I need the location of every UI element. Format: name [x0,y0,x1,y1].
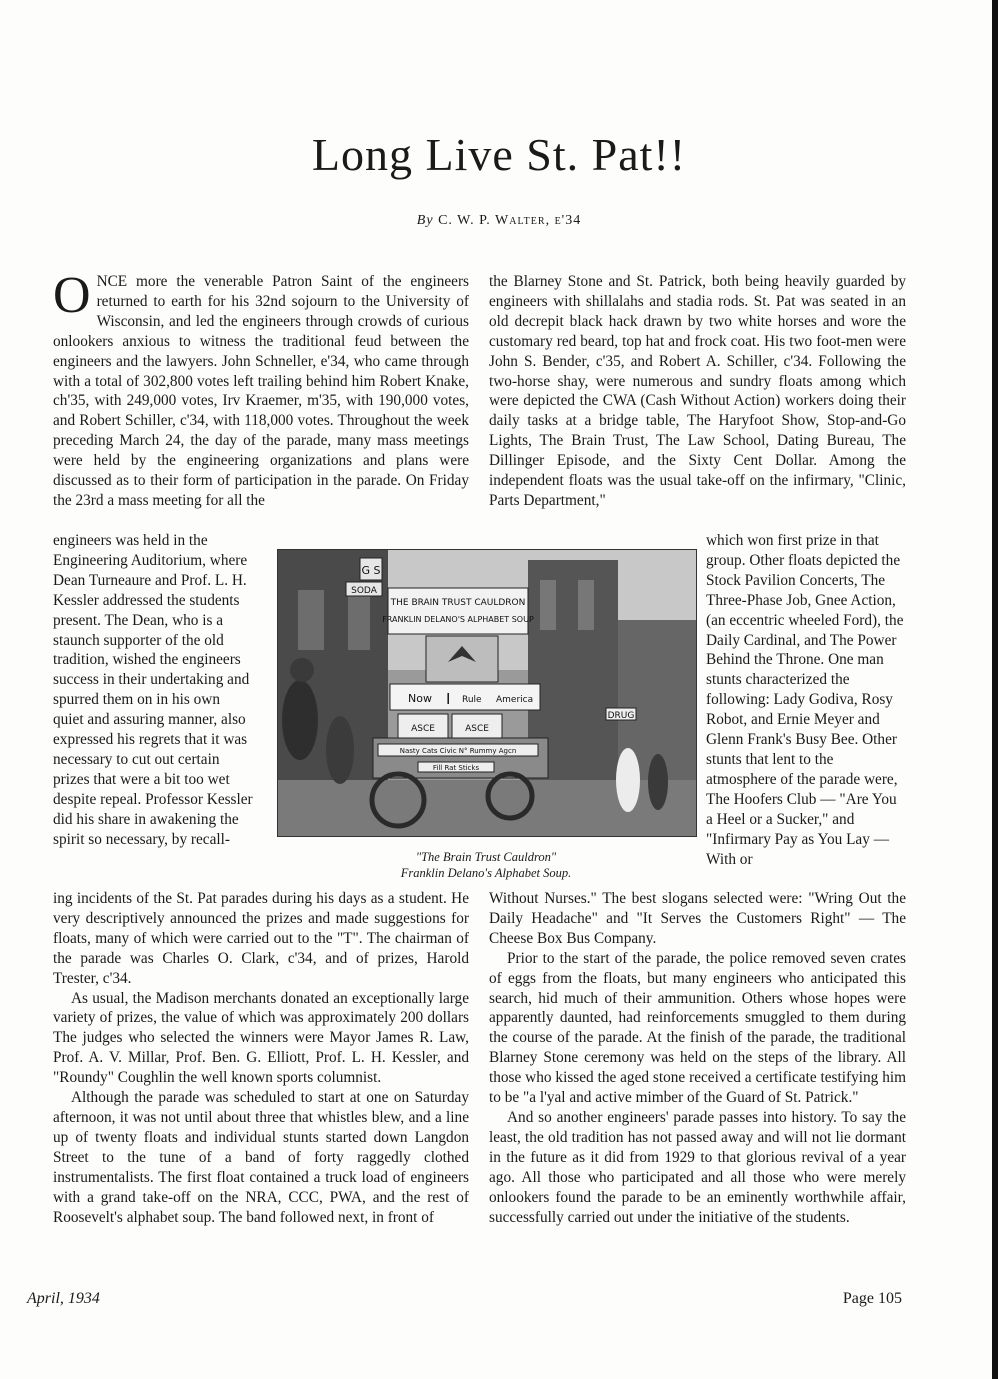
byline-prefix: By [416,213,434,228]
column-right-bottom [489,889,906,1227]
drop-cap: O [53,267,91,324]
column-right-top [489,272,906,511]
paragraph-3: Although the parade was scheduled to start at one on Saturday afternoon, it was not until about three that whistles blew, and a line up of twenty floats and individual stunts started down Langdon Street to the tune of a band of forty raggedly clothed instrumentalists. The first float contained a truck load of engineers with a grand take-off on the NRA, CCC, PWA, and the rest of Roosevelt's alphabet soup. The band followed next, in front of [53,1089,469,1226]
article-title: Long Live St. Pat!! [311,129,687,180]
paragraph-4: Prior to the start of the parade, the police removed seven crates of eggs from the floats, but many engineers who anticipated this search, hid much of their ammunition. Others whose hopes were apparently daunted, had reinforcements smuggled to them during the course of the parade. At the finish of the parade, the traditional Blarney Stone ceremony was held on the steps of the library. All those who kissed the aged stone received a certificate testifying him to be "a l'yal and active mimber of the Guard of St. Patrick." [489,949,906,1107]
page-number: Page 105 [842,1290,902,1307]
photo-caption [277,849,695,881]
soda-sign-top: G S [361,564,381,577]
paragraph-3-wrap: which won first prize in that group. Other floats depicted the Stock Pavilion Concerts, The Three-Phase Job, Gnee Action, (an eccentric wheeled Ford), the Daily Cardinal, and The Power Behind the Throne. One man stunts characterized the following: Lady Godiva, Rosy Robot, and Ernie Meyer and Glenn Frank's Busy Bee. Other stunts that lent to the atmosphere of the parade were, The Hoofers Club — "Are You a Heel or a Sucker," and "Infirmary Pay as You Lay — With or [706,532,904,868]
drug-sign: DRUG [607,711,635,721]
banner-line-2: FRANKLIN DELANO'S ALPHABET SOUP [382,615,534,624]
paragraph-1-bottom: ing incidents of the St. Pat parades during his days as a student. He very descriptively announced the prizes and made suggestions for floats, many of which were carried out to the "T". The chairman of the parade was Charles O. Clark, c'34, and of prizes, Harold Trester, c'34. [53,890,469,987]
asce-right: ASCE [465,724,489,734]
parade-photo-illustration [278,550,696,836]
nira-i: I [446,690,451,708]
lead-caps: NCE [96,273,128,290]
column-left-top [53,267,469,511]
column-left-bottom [53,889,469,1227]
nira-rule: Rule [462,695,482,705]
parade-photo [277,549,697,837]
board-strip: Nasty Cats Civic N° Rummy Agcn [399,747,517,755]
byline-author: C. W. P. Walter, e'34 [438,213,582,228]
soda-sign: SODA [351,586,377,596]
nira-now: Now [408,692,432,705]
paragraph-3-continued: the Blarney Stone and St. Patrick, both being heavily guarded by engineers with shillalahs and stadia rods. St. Pat was seated in an old decrepit black hack drawn by two white horses and wore the customary red beard, top hat and frock coat. His two foot-men were John S. Bender, c'35, and Robert A. Schiller, c'34. Following the two-horse shay, were numerous and sundry floats among which were depicted the CWA (Cash Without Action) workers doing their daily tasks at a bridge table, The Haryfoot Show, Stop-and-Go Lights, The Brain Trust, The Law School, Dating Bureau, The Dillinger Episode, and the Sixty Cent Dollar. Among the independent floats was the usual take-off on the infirmary, "Clinic, Parts Department," [489,273,906,509]
byline [0,213,998,229]
paragraph-1-top: more the venerable Patron Saint of the engineers returned to earth for his 32nd sojourn to the University of Wisconsin, and led the engineers through crowds of curious onlookers anxious to witness the traditional feud between the engineers and the lawyers. John Schneller, e'34, who came through with a total of 302,800 votes left trailing behind him Robert Knake, ch'35, with 249,000 votes, Irv Kraemer, m'35, with 190,000 votes, and Robert Schiller, c'34, with 118,000 votes. Throughout the week preceding March 24, the day of the parade, many mass meetings were held by the engineering organizations and plans were discussed as to their form of participation in the parade. On Friday the 23rd a mass meeting for all the [53,273,469,509]
paragraph-5: And so another engineers' parade passes into history. To say the least, the old tradition has not passed away and will not lie dormant in the future as it did from 1929 to that glorious revival of a year ago. All those who participated and all those who were merely onlookers found the parade to be an eminently worthwhile affair, successfully carried out under the initiative of the students. [489,1108,906,1226]
board-bottom: Fill Rat Sticks [432,764,480,772]
caption-line-1: "The Brain Trust Cauldron" [415,850,557,864]
paragraph-1-wrap: engineers was held in the Engineering Auditorium, where Dean Turneaure and Prof. L. H. Kessler addressed the students present. The Dean, who is a staunch supporter of the old tradition, wished the engineers success in their undertaking and spurred them on in his own quiet and assuring manner, also expressed his regrets that it was necessary to cut out certain prizes that were a bit too wet despite repeal. Professor Kessler did his share in awakening the spirit so necessary, by recall- [53,532,253,848]
column-wrap-right [706,531,906,869]
footer-date: April, 1934 [27,1290,100,1307]
nira-america: America [496,695,534,705]
page-edge [992,0,998,1379]
column-wrap-left [53,531,253,850]
paragraph-2: As usual, the Madison merchants donated an exceptionally large variety of prizes, the value of which was approximately 200 dollars The judges who selected the winners were Mayor James R. Law, Prof. A. V. Millar, Prof. Ben. G. Elliott, Prof. L. H. Kessler, and "Roundy" Coughlin the well known sports columnist. [53,989,469,1087]
caption-line-2: Franklin Delano's Alphabet Soup. [400,866,572,880]
asce-left: ASCE [411,724,435,734]
banner-line-1: THE BRAIN TRUST CAULDRON [390,598,526,608]
paragraph-3-end: Without Nurses." The best slogans selected were: "Wring Out the Daily Headache" and "It Serves the Customers Right" — The Cheese Box Bus Company. [489,890,906,947]
